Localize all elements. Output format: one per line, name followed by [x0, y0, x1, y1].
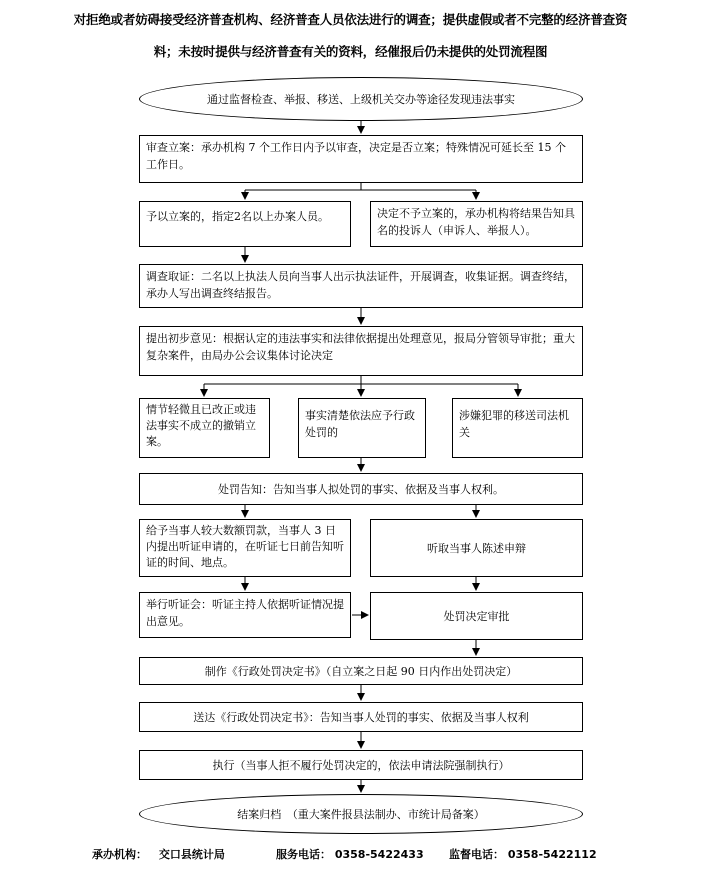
execution-text: 执行（当事人拒不履行处罚决定的，依法申请法院强制执行） [212, 758, 510, 772]
footer-org-value: 交口县统计局 [158, 848, 225, 861]
footer-org-label: 承办机构： [92, 848, 147, 861]
investigate-text: 调查取证：二名以上执法人员向当事人出示执法证件，开展调查，收集证据。调查终结，承办人写出调查终结报告。 [146, 270, 575, 300]
reject-box [370, 201, 583, 247]
opinion-box [139, 326, 583, 376]
title-line-2: 料；未按时提供与经济普查有关的资料，经催报后仍未提供的处罚流程图 [153, 44, 548, 59]
title-line-1: 对拒绝或者妨碍接受经济普查机构、经济普查人员依法进行的调查；提供虚假或者不完整的经济普查资 [73, 12, 628, 27]
execution-box [139, 750, 583, 780]
reject-text: 决定不予立案的，承办机构将结果告知具名的投诉人（申诉人、举报人）。 [377, 207, 575, 237]
branch-transfer-box [452, 398, 583, 458]
opinion-text: 提出初步意见：根据认定的违法事实和法律依据提出处理意见，报局分管领导审批；重大复杂案件，由局办公会议集体讨论决定 [146, 332, 575, 362]
hearing-box [139, 592, 351, 638]
branch-transfer-text: 涉嫌犯罪的移送司法机关 [459, 409, 569, 439]
defense-text: 听取当事人陈述申辩 [427, 541, 526, 555]
accept-text: 予以立案的，指定2名以上办案人员。 [146, 210, 329, 223]
decision-box [139, 657, 583, 685]
footer-service-label: 服务电话： [276, 848, 331, 861]
delivery-text: 送达《行政处罚决定书》：告知当事人处罚的事实、依据及当事人权利 [193, 710, 529, 724]
footer-service [276, 846, 424, 862]
review-box [139, 135, 583, 183]
notice-box [139, 473, 583, 505]
review-text: 审查立案：承办机构 7 个工作日内予以审查，决定是否立案；特殊情况可延长至 15 个工作日。 [146, 141, 566, 171]
footer-org [92, 846, 225, 862]
closing-oval [139, 794, 583, 834]
decision-text: 制作《行政处罚决定书》（自立案之日起 90 日内作出处罚决定） [204, 664, 518, 678]
branch-penalty-box [298, 398, 426, 458]
delivery-box [139, 702, 583, 732]
branch-minor-box [139, 398, 270, 458]
approval-box [370, 592, 583, 640]
footer-supervise [449, 846, 597, 862]
notice-text: 处罚告知：告知当事人拟处罚的事实、依据及当事人权利。 [218, 482, 504, 496]
closing-text: 结案归档 （重大案件报县法制办、市统计局备案） [237, 807, 485, 821]
footer-service-phone: 0358-5422433 [334, 848, 424, 861]
approval-text: 处罚决定审批 [443, 609, 510, 623]
branch-penalty-text: 事实清楚依法应予行政处罚的 [305, 409, 415, 439]
investigate-box [139, 264, 583, 308]
defense-box [370, 519, 583, 577]
hearing-notice-box [139, 519, 351, 577]
accept-box [139, 201, 351, 247]
start-oval [139, 77, 583, 121]
hearing-notice-text: 给予当事人较大数额罚款，当事人 3 日内提出听证申请的，在听证七日前告知听证的时间、地点。 [146, 524, 344, 569]
footer-supervise-phone: 0358-5422112 [507, 848, 597, 861]
branch-minor-text: 情节轻微且已改正或违法事实不成立的撤销立案。 [146, 403, 256, 448]
hearing-text: 举行听证会：听证主持人依据听证情况提出意见。 [146, 598, 344, 628]
start-text: 通过监督检查、举报、移送、上级机关交办等途径发现违法事实 [207, 92, 515, 106]
footer-supervise-label: 监督电话： [449, 848, 504, 861]
